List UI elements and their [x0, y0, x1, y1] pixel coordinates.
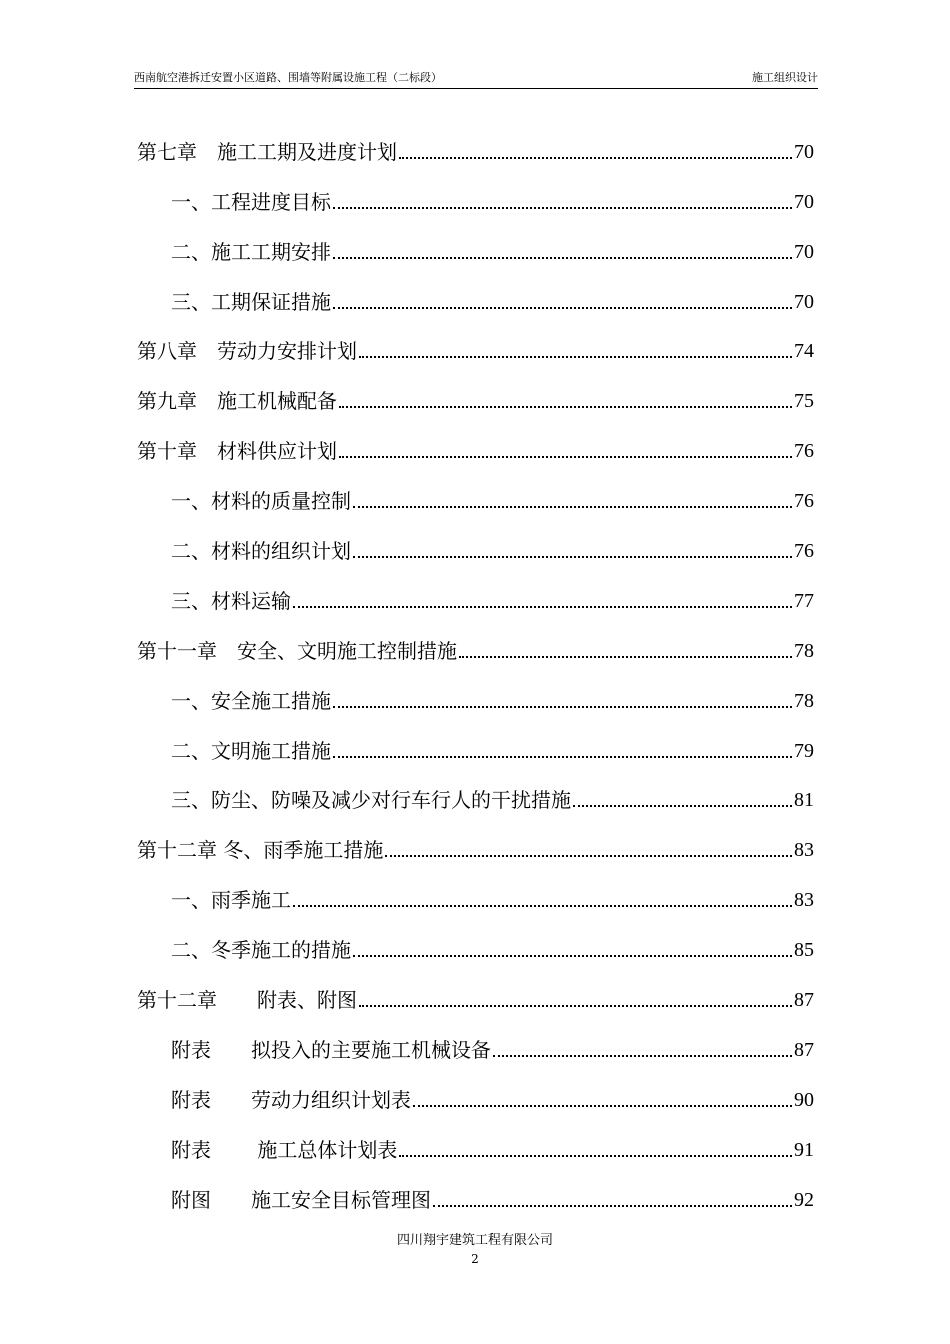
toc-entry[interactable] — [137, 1010, 814, 1060]
toc-leader-dots — [333, 207, 792, 209]
toc-entry-title: 二、冬季施工的措施 — [171, 938, 351, 963]
toc-entry-page: 70 — [794, 140, 814, 163]
toc-leader-dots — [293, 606, 792, 608]
toc-leader-dots — [459, 656, 792, 658]
toc-leader-dots — [359, 356, 792, 358]
page-footer — [0, 1232, 950, 1268]
toc-leader-dots — [573, 805, 792, 807]
toc-entry[interactable] — [137, 1160, 814, 1210]
toc-entry-title: 二、文明施工措施 — [171, 738, 331, 763]
toc-entry[interactable] — [137, 1060, 814, 1110]
toc-entry-title: 附图 施工安全目标管理图 — [171, 1187, 431, 1212]
toc-entry-title: 第九章 施工机械配备 — [137, 389, 337, 414]
toc-entry[interactable] — [137, 761, 814, 811]
toc-entry[interactable] — [137, 960, 814, 1013]
page-number: 2 — [471, 1252, 479, 1266]
toc-leader-dots — [333, 257, 792, 259]
toc-entry-page: 83 — [794, 839, 814, 862]
toc-leader-dots — [493, 1055, 792, 1057]
toc-entry[interactable] — [137, 611, 814, 661]
toc-entry-title: 附表 劳动力组织计划表 — [171, 1087, 411, 1112]
toc-entry[interactable] — [137, 212, 814, 262]
toc-leader-dots — [353, 955, 792, 957]
toc-entry-page: 90 — [794, 1088, 814, 1111]
toc-entry[interactable] — [137, 461, 814, 514]
toc-leader-dots — [385, 855, 792, 857]
toc-entry-page: 70 — [794, 190, 814, 213]
toc-entry[interactable] — [137, 711, 814, 761]
toc-entry-title: 三、材料运输 — [171, 588, 291, 613]
toc-entry[interactable] — [137, 162, 814, 212]
toc-entry-page: 91 — [794, 1138, 814, 1161]
toc-leader-dots — [339, 456, 792, 458]
toc-entry[interactable] — [137, 860, 814, 913]
toc-entry-page: 85 — [794, 939, 814, 962]
toc-leader-dots — [353, 556, 792, 558]
toc-entry-title: 一、安全施工措施 — [171, 688, 331, 713]
toc-entry-page: 70 — [794, 240, 814, 263]
toc-entry-page: 87 — [794, 989, 814, 1012]
toc-entry-page: 77 — [794, 589, 814, 612]
header-project-title: 西南航空港拆迁安置小区道路、围墙等附属设施工程（二标段） — [134, 71, 442, 84]
toc-entry-title: 三、工期保证措施 — [171, 289, 331, 314]
toc-entry-title: 第十二章 冬、雨季施工措施 — [137, 838, 384, 863]
toc-entry-title: 第十二章 附表、附图 — [137, 988, 357, 1013]
toc-leader-dots — [333, 307, 792, 309]
toc-entry[interactable] — [137, 312, 814, 362]
toc-entry-page: 81 — [794, 789, 814, 812]
toc-entry-page: 76 — [794, 540, 814, 563]
toc-entry-page: 70 — [794, 290, 814, 313]
toc-entry-page: 83 — [794, 889, 814, 912]
toc-entry-title: 三、防尘、防噪及减少对行车行人的干扰措施 — [171, 788, 571, 813]
toc-entry[interactable] — [137, 1110, 814, 1160]
toc-leader-dots — [359, 1005, 792, 1007]
toc-entry[interactable] — [137, 561, 814, 611]
toc-entry-page: 74 — [794, 340, 814, 363]
toc-entry-title: 第七章 施工工期及进度计划 — [137, 139, 397, 164]
toc-entry[interactable] — [137, 361, 814, 414]
toc-entry-title: 附表 拟投入的主要施工机械设备 — [171, 1037, 491, 1062]
toc-entry-page: 92 — [794, 1188, 814, 1211]
toc-entry[interactable] — [137, 112, 814, 162]
header-document-type: 施工组织设计 — [752, 71, 818, 84]
toc-entry-title: 附表 施工总体计划表 — [171, 1137, 398, 1162]
toc-entry-page: 87 — [794, 1038, 814, 1061]
toc-entry-page: 75 — [794, 390, 814, 413]
toc-entry-title: 第八章 劳动力安排计划 — [137, 339, 357, 364]
toc-leader-dots — [333, 706, 792, 708]
toc-entry-title: 一、材料的质量控制 — [171, 489, 351, 514]
toc-entry[interactable] — [137, 910, 814, 963]
toc-entry-page: 79 — [794, 739, 814, 762]
toc-entry[interactable] — [137, 810, 814, 863]
page-header — [134, 70, 818, 89]
toc-entry-title: 一、工程进度目标 — [171, 189, 331, 214]
toc-leader-dots — [293, 905, 792, 907]
toc-entry-page: 76 — [794, 490, 814, 513]
toc-entry-title: 二、施工工期安排 — [171, 239, 331, 264]
toc-leader-dots — [353, 506, 792, 508]
toc-leader-dots — [399, 1155, 792, 1157]
toc-entry[interactable] — [137, 262, 814, 312]
toc-entry-page: 76 — [794, 440, 814, 463]
toc-entry-title: 第十一章 安全、文明施工控制措施 — [137, 638, 457, 663]
toc-entry-title: 二、材料的组织计划 — [171, 539, 351, 564]
toc-entry[interactable] — [137, 511, 814, 564]
toc-entry[interactable] — [137, 661, 814, 711]
toc-entry-page: 78 — [794, 639, 814, 662]
table-of-contents — [137, 112, 814, 1210]
toc-leader-dots — [413, 1105, 792, 1107]
toc-entry-page: 78 — [794, 689, 814, 712]
toc-leader-dots — [333, 756, 792, 758]
footer-company: 四川翔宇建筑工程有限公司 — [396, 1233, 553, 1248]
toc-leader-dots — [399, 157, 792, 159]
toc-entry-title: 一、雨季施工 — [171, 888, 291, 913]
toc-leader-dots — [433, 1205, 792, 1207]
toc-entry-title: 第十章 材料供应计划 — [137, 439, 337, 464]
toc-leader-dots — [339, 406, 792, 408]
toc-entry[interactable] — [137, 411, 814, 464]
